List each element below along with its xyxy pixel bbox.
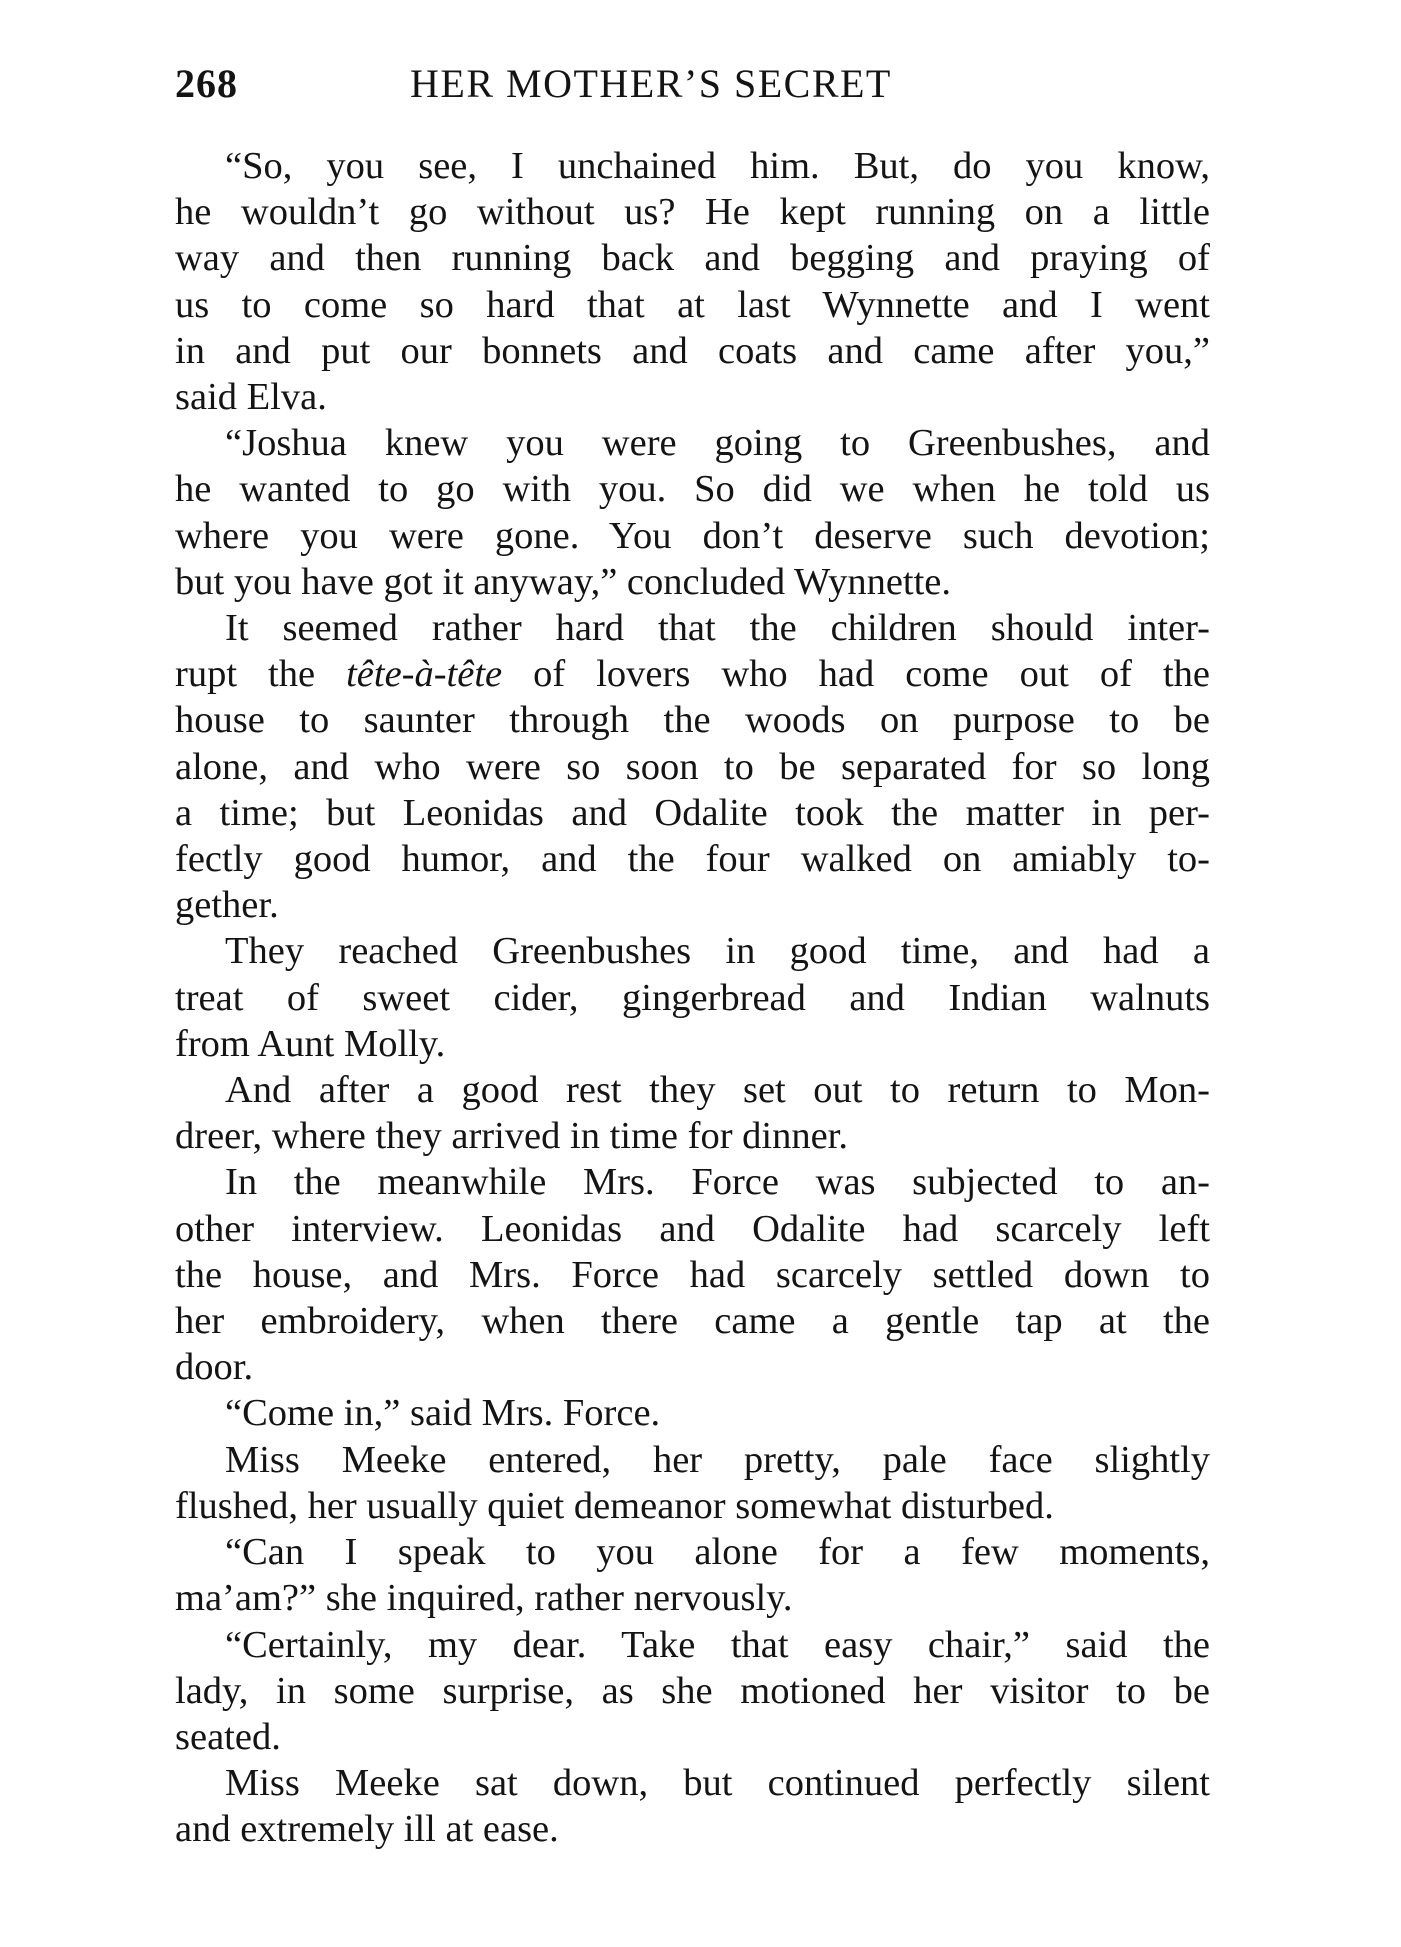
text-run: rupt the xyxy=(175,653,347,696)
text-line: way and then running back and begging and praying of xyxy=(175,237,1210,280)
text-line: flushed, her usually quiet demeanor somewhat disturbed. xyxy=(175,1484,1054,1527)
text-line: but you have got it anyway,” concluded Wynnette. xyxy=(175,560,952,603)
text-line: Miss Meeke sat down, but continued perfectly silent xyxy=(225,1762,1210,1805)
text-line: “Certainly, my dear. Take that easy chair,” said the xyxy=(225,1623,1210,1666)
text-line: alone, and who were so soon to be separated for so long xyxy=(175,745,1210,788)
text-line: he wanted to go with you. So did we when he told us xyxy=(175,468,1210,511)
text-line: “So, you see, I unchained him. But, do you know, xyxy=(225,145,1210,187)
text-line: Miss Meeke entered, her pretty, pale face slightly xyxy=(225,1438,1210,1481)
paragraph xyxy=(175,1067,1210,1159)
text-line: And after a good rest they set out to return to Mon- xyxy=(225,1069,1210,1112)
text-line: “Can I speak to you alone for a few moments, xyxy=(225,1531,1210,1574)
text-line: lady, in some surprise, as she motioned her visitor to be xyxy=(175,1669,1210,1712)
text-line: house to saunter through the woods on purpose to be xyxy=(175,699,1210,742)
text-line: the house, and Mrs. Force had scarcely settled down to xyxy=(175,1253,1210,1296)
paragraph xyxy=(175,1760,1210,1852)
paragraph xyxy=(175,420,1210,605)
text-line: her embroidery, when there came a gentle tap at the xyxy=(175,1300,1210,1343)
text-line: he wouldn’t go without us? He kept running on a little xyxy=(175,191,1210,234)
text-line: treat of sweet cider, gingerbread and Indian walnuts xyxy=(175,976,1210,1019)
text-line: and extremely ill at ease. xyxy=(175,1808,559,1851)
text-line: gether. xyxy=(175,884,279,927)
text-line: “Come in,” said Mrs. Force. xyxy=(225,1392,661,1435)
page-header xyxy=(175,60,1210,120)
paragraph xyxy=(175,1622,1210,1761)
text-line: in and put our bonnets and coats and came after you,” xyxy=(175,329,1210,372)
text-line: ma’am?” she inquired, rather nervously. xyxy=(175,1577,793,1620)
text-line: a time; but Leonidas and Odalite took the matter in per- xyxy=(175,791,1210,834)
running-title: HER MOTHER’S SECRET xyxy=(410,61,892,106)
paragraph xyxy=(175,928,1210,1067)
text-run: of lovers who had come out of the xyxy=(502,653,1210,696)
text-line: It seemed rather hard that the children should inter- xyxy=(225,607,1210,650)
paragraph xyxy=(175,1390,1210,1436)
italic-phrase: tête-à-tête xyxy=(346,653,503,696)
text-line: other interview. Leonidas and Odalite had scarcely left xyxy=(175,1207,1210,1250)
paragraph xyxy=(175,1159,1210,1390)
text-line xyxy=(175,651,1210,697)
text-line: dreer, where they arrived in time for dinner. xyxy=(175,1115,848,1158)
text-line: fectly good humor, and the four walked on amiably to- xyxy=(175,838,1210,881)
paragraph xyxy=(175,605,1210,928)
text-line: us to come so hard that at last Wynnette and I went xyxy=(175,283,1210,326)
text-line: where you were gone. You don’t deserve such devotion; xyxy=(175,514,1210,557)
text-line: “Joshua knew you were going to Greenbushes, and xyxy=(225,422,1210,465)
text-line: In the meanwhile Mrs. Force was subjected to an- xyxy=(225,1161,1210,1204)
paragraph xyxy=(175,143,1210,420)
text-line: from Aunt Molly. xyxy=(175,1022,446,1065)
page-number: 268 xyxy=(175,61,238,106)
body-text xyxy=(175,143,1210,1853)
paragraph xyxy=(175,1529,1210,1621)
text-line: door. xyxy=(175,1346,254,1389)
text-line: said Elva. xyxy=(175,376,327,419)
paragraph xyxy=(175,1437,1210,1529)
text-line: seated. xyxy=(175,1715,281,1758)
text-line: They reached Greenbushes in good time, and had a xyxy=(225,930,1210,973)
